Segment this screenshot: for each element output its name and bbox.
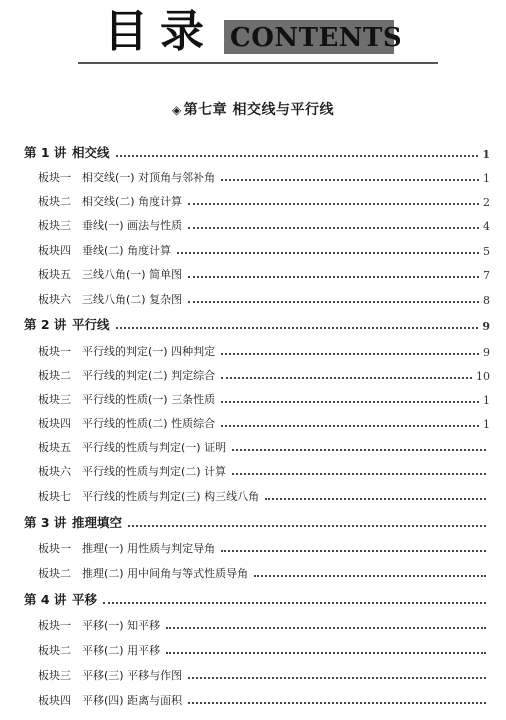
toc-entry-label — [38, 488, 259, 504]
entry-title: 相交线 — [72, 145, 110, 160]
lecture-number: 第 3 讲 — [24, 515, 67, 530]
dot-leader — [221, 179, 479, 181]
dot-leader — [221, 550, 486, 552]
toc-lecture-row[interactable] — [24, 143, 490, 161]
page-number: 2 — [483, 196, 490, 209]
toc-lecture-row[interactable] — [24, 590, 490, 608]
dot-leader — [221, 353, 479, 355]
entry-title: 相交线(二) 角度计算 — [82, 195, 183, 208]
section-number: 板块三 — [38, 219, 71, 232]
dot-leader — [128, 525, 486, 527]
entry-title: 平行线的性质与判定(三) 构三线八角 — [82, 490, 260, 503]
section-number: 板块六 — [38, 293, 71, 306]
toc-section-row[interactable] — [38, 365, 490, 383]
toc-section-row[interactable] — [38, 264, 490, 282]
section-number: 板块三 — [38, 393, 71, 406]
section-number: 板块一 — [38, 542, 71, 555]
toc-section-row[interactable] — [38, 215, 490, 233]
section-number: 板块二 — [38, 644, 71, 657]
section-number: 板块一 — [38, 619, 71, 632]
page-number: 8 — [483, 294, 490, 307]
toc-entry-label — [24, 590, 97, 608]
dot-leader — [166, 652, 486, 654]
toc-entry-label — [38, 565, 248, 581]
toc-section-row[interactable] — [38, 413, 490, 431]
toc-entry-label — [38, 343, 215, 359]
entry-title: 平移(二) 用平移 — [82, 644, 161, 657]
dot-leader — [188, 227, 479, 229]
section-number: 板块二 — [38, 567, 71, 580]
toc-entry-label — [38, 540, 215, 556]
dot-leader — [188, 203, 479, 205]
section-number: 板块二 — [38, 195, 71, 208]
toc-entry-label — [38, 169, 215, 185]
toc-section-row[interactable] — [38, 640, 490, 658]
page-number: 5 — [483, 245, 490, 258]
toc-entry-label — [24, 315, 110, 333]
section-number: 板块四 — [38, 244, 71, 257]
dot-leader — [188, 702, 486, 704]
toc-section-row[interactable] — [38, 341, 490, 359]
toc-entry-label — [38, 266, 182, 282]
toc-entry-label — [38, 439, 226, 455]
toc-entry-label — [38, 193, 182, 209]
dot-leader — [232, 473, 486, 475]
dot-leader — [232, 449, 486, 451]
toc-entry-label — [38, 291, 182, 307]
toc-entry-label — [38, 367, 215, 383]
entry-title: 平行线的性质与判定(一) 证明 — [82, 441, 227, 454]
toc-entry-label — [38, 692, 182, 708]
page-number: 1 — [483, 394, 490, 407]
dot-leader — [116, 327, 479, 329]
dot-leader — [254, 575, 486, 577]
toc-lecture-row[interactable] — [24, 513, 490, 531]
dot-leader — [188, 276, 479, 278]
entry-title: 平移(一) 知平移 — [82, 619, 161, 632]
page-number: 1 — [483, 172, 490, 185]
entry-title: 推理(二) 用中间角与等式性质导角 — [82, 567, 249, 580]
title-chinese: 目录 — [104, 6, 216, 57]
entry-title: 平行线 — [72, 317, 110, 332]
entry-title: 平行线的判定(一) 四种判定 — [82, 345, 216, 358]
toc-entry-label — [38, 217, 182, 233]
lecture-number: 第 1 讲 — [24, 145, 67, 160]
toc-section-row[interactable] — [38, 615, 490, 633]
section-number: 板块六 — [38, 465, 71, 478]
page-number: 4 — [483, 220, 490, 233]
toc-entry-label — [38, 667, 182, 683]
entry-title: 平移(三) 平移与作图 — [82, 669, 183, 682]
dot-leader — [188, 677, 486, 679]
toc-section-row[interactable] — [38, 389, 490, 407]
section-number: 板块五 — [38, 441, 71, 454]
page-number: 9 — [482, 320, 490, 333]
lecture-number: 第 2 讲 — [24, 317, 67, 332]
toc-entry-label — [38, 463, 226, 479]
entry-title: 平行线的性质(一) 三条性质 — [82, 393, 216, 406]
entry-title: 相交线(一) 对顶角与邻补角 — [82, 171, 216, 184]
dot-leader — [116, 155, 479, 157]
section-number: 板块四 — [38, 694, 71, 707]
section-number: 板块七 — [38, 490, 71, 503]
dot-leader — [221, 425, 479, 427]
title-english: CONTENTS — [230, 23, 403, 53]
entry-title: 三线八角(一) 简单图 — [82, 268, 183, 281]
dot-leader — [166, 627, 486, 629]
dot-leader — [177, 252, 479, 254]
section-number: 板块三 — [38, 669, 71, 682]
header-divider — [78, 62, 438, 64]
entry-title: 推理(一) 用性质与判定导角 — [82, 542, 216, 555]
dot-leader — [188, 301, 479, 303]
lecture-number: 第 4 讲 — [24, 592, 67, 607]
entry-title: 推理填空 — [72, 515, 123, 530]
toc-entry-label — [24, 513, 122, 531]
diamond-icon: ◈ — [171, 103, 182, 117]
toc-entry-label — [38, 242, 171, 258]
page-number: 1 — [483, 418, 490, 431]
entry-title: 平行线的性质与判定(二) 计算 — [82, 465, 227, 478]
entry-title: 三线八角(二) 复杂图 — [82, 293, 183, 306]
toc-entry-label — [38, 617, 160, 633]
toc-lecture-row[interactable] — [24, 315, 490, 333]
toc-entry-label — [38, 391, 215, 407]
entry-title: 平行线的性质(二) 性质综合 — [82, 417, 216, 430]
toc-section-row[interactable] — [38, 690, 490, 708]
contents-header — [0, 0, 506, 75]
toc-section-row[interactable] — [38, 240, 490, 258]
page-number: 7 — [483, 269, 490, 282]
dot-leader — [221, 401, 479, 403]
toc-section-row[interactable] — [38, 563, 490, 581]
toc-section-row[interactable] — [38, 486, 490, 504]
dot-leader — [265, 498, 486, 500]
page-number: 9 — [483, 346, 490, 359]
toc-section-row[interactable] — [38, 538, 490, 556]
page-number: 10 — [476, 370, 490, 383]
section-number: 板块一 — [38, 171, 71, 184]
section-number: 板块二 — [38, 369, 71, 382]
section-number: 板块一 — [38, 345, 71, 358]
toc-section-row[interactable] — [38, 191, 490, 209]
section-number: 板块四 — [38, 417, 71, 430]
entry-title: 平移 — [72, 592, 98, 607]
toc-entry-label — [24, 143, 110, 161]
entry-title: 垂线(二) 角度计算 — [82, 244, 172, 257]
entry-title: 平行线的判定(二) 判定综合 — [82, 369, 216, 382]
toc-section-row[interactable] — [38, 167, 490, 185]
page-number: 1 — [482, 148, 490, 161]
section-number: 板块五 — [38, 268, 71, 281]
entry-title: 平移(四) 距离与面积 — [82, 694, 183, 707]
toc-entry-label — [38, 415, 215, 431]
toc-entry-label — [38, 642, 160, 658]
toc-section-row[interactable] — [38, 665, 490, 683]
toc-section-row[interactable] — [38, 289, 490, 307]
chapter-title: 第七章 相交线与平行线 — [183, 102, 335, 118]
toc-section-row[interactable] — [38, 437, 490, 455]
chapter-heading — [0, 99, 506, 119]
toc-section-row[interactable] — [38, 461, 490, 479]
dot-leader — [221, 377, 472, 379]
dot-leader — [103, 602, 486, 604]
entry-title: 垂线(一) 画法与性质 — [82, 219, 183, 232]
